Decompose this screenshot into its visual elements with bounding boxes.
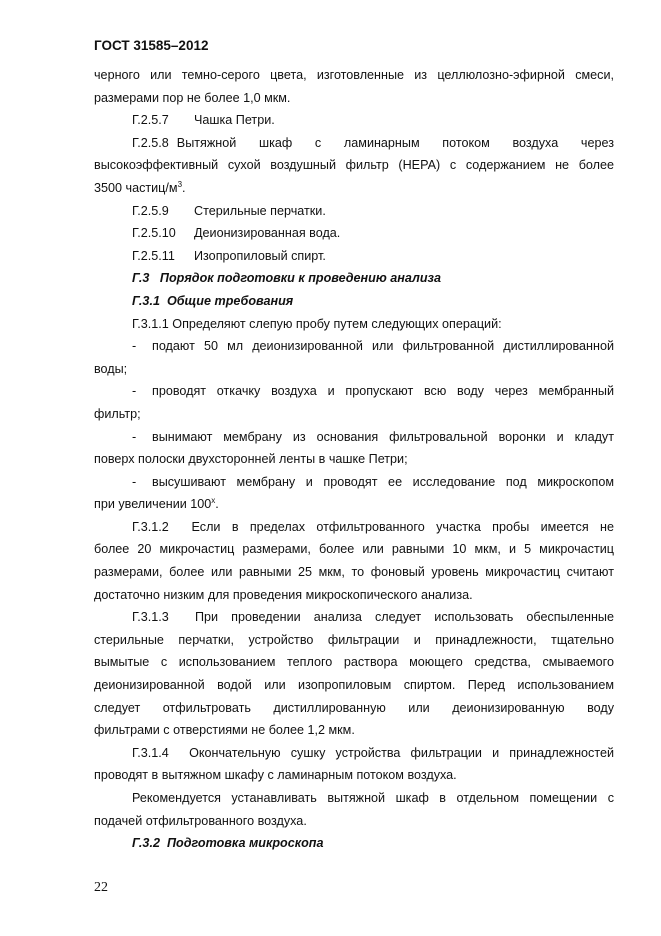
list-item: - проводят откачку воздуха и пропускают всю воду через мембранный <box>94 380 614 403</box>
clause-g2511: Г.2.5.11 Изопропиловый спирт. <box>132 248 326 263</box>
text-line: высокоэффективный сухой воздушный фильтр (НЕРА) с содержанием не более <box>94 158 614 173</box>
clause-g312: Г.3.1.2 Если в пределах отфильтрованного участка пробы имеется не более 20 микрочастиц размерами, более или равными 10 мкм, и 5 микрочастиц размерами, более или равными 25 мкм, то фоновый уровень микрочастиц считают достаточно низким для проведения микроскопического анализа. <box>94 519 614 602</box>
clause-g311: Г.3.1.1 Определяют слепую пробу путем следующих операций: <box>132 316 502 331</box>
section-heading-g31: Г.3.1 Общие требования <box>132 293 294 308</box>
section-heading-g3: Г.3 Порядок подготовки к проведению анализа <box>132 271 441 286</box>
text-line: размерами пор не более 1,0 мкм. <box>94 90 291 105</box>
clause-g2510: Г.2.5.10 Деионизированная вода. <box>132 226 341 241</box>
clause-g257: Г.2.5.7 Чашка Петри. <box>132 113 275 128</box>
text-line: 3500 частиц/$м^3$. <box>94 179 186 195</box>
clause-g313: Г.3.1.3 При проведении анализа следует использовать обеспыленные стерильные перчатки, устройство фильтрации и принадлежности, тщательно вымытые с использованием теплого раствора моющего средства, смываемого деионизированной водой или изопропиловым спиртом. Перед использованием следует отфильтровать дистиллированную или деионизированную воду фильтрами с отверстиями не более 1,2 мкм. <box>94 610 614 738</box>
clause-g258: Г.2.5.8 Вытяжной шкаф с ламинарным потоком воздуха через <box>132 135 614 150</box>
page-number: 22 <box>94 880 108 895</box>
bullet-mark: - <box>132 339 137 354</box>
text-line: фильтр; <box>94 406 141 421</box>
bullet-mark: - <box>132 474 137 489</box>
list-item: - вынимают мембрану из основания фильтровальной воронки и кладут <box>94 426 614 449</box>
page-body <box>94 64 614 855</box>
text-line: поверх полоски двухсторонней ленты в чашке Петри; <box>94 452 408 467</box>
text-line: черного или темно-серого цвета, изготовленные из целлюлозно-эфирной смеси, <box>94 68 614 82</box>
bullet-mark: - <box>132 429 137 444</box>
list-item: - подают 50 мл деионизированной или фильтрованной дистиллированной <box>94 335 614 358</box>
clause-g259: Г.2.5.9 Стерильные перчатки. <box>132 203 326 218</box>
text-line: при увеличении $100^х$. <box>94 496 219 512</box>
section-heading-g32: Г.3.2 Подготовка микроскопа <box>132 836 324 851</box>
bullet-mark: - <box>132 384 137 399</box>
list-item: - высушивают мембрану и проводят ее исследование под микроскопом <box>94 471 614 494</box>
recommendation-paragraph: Рекомендуется устанавливать вытяжной шкаф в отдельном помещении с подачей отфильтрованного воздуха. <box>94 791 614 828</box>
document-header: ГОСТ 31585–2012 <box>94 38 209 53</box>
clause-g314: Г.3.1.4 Окончательную сушку устройства фильтрации и принадлежностей проводят в вытяжном шкафу с ламинарным потоком воздуха. <box>94 745 614 783</box>
text-line: воды; <box>94 361 128 376</box>
